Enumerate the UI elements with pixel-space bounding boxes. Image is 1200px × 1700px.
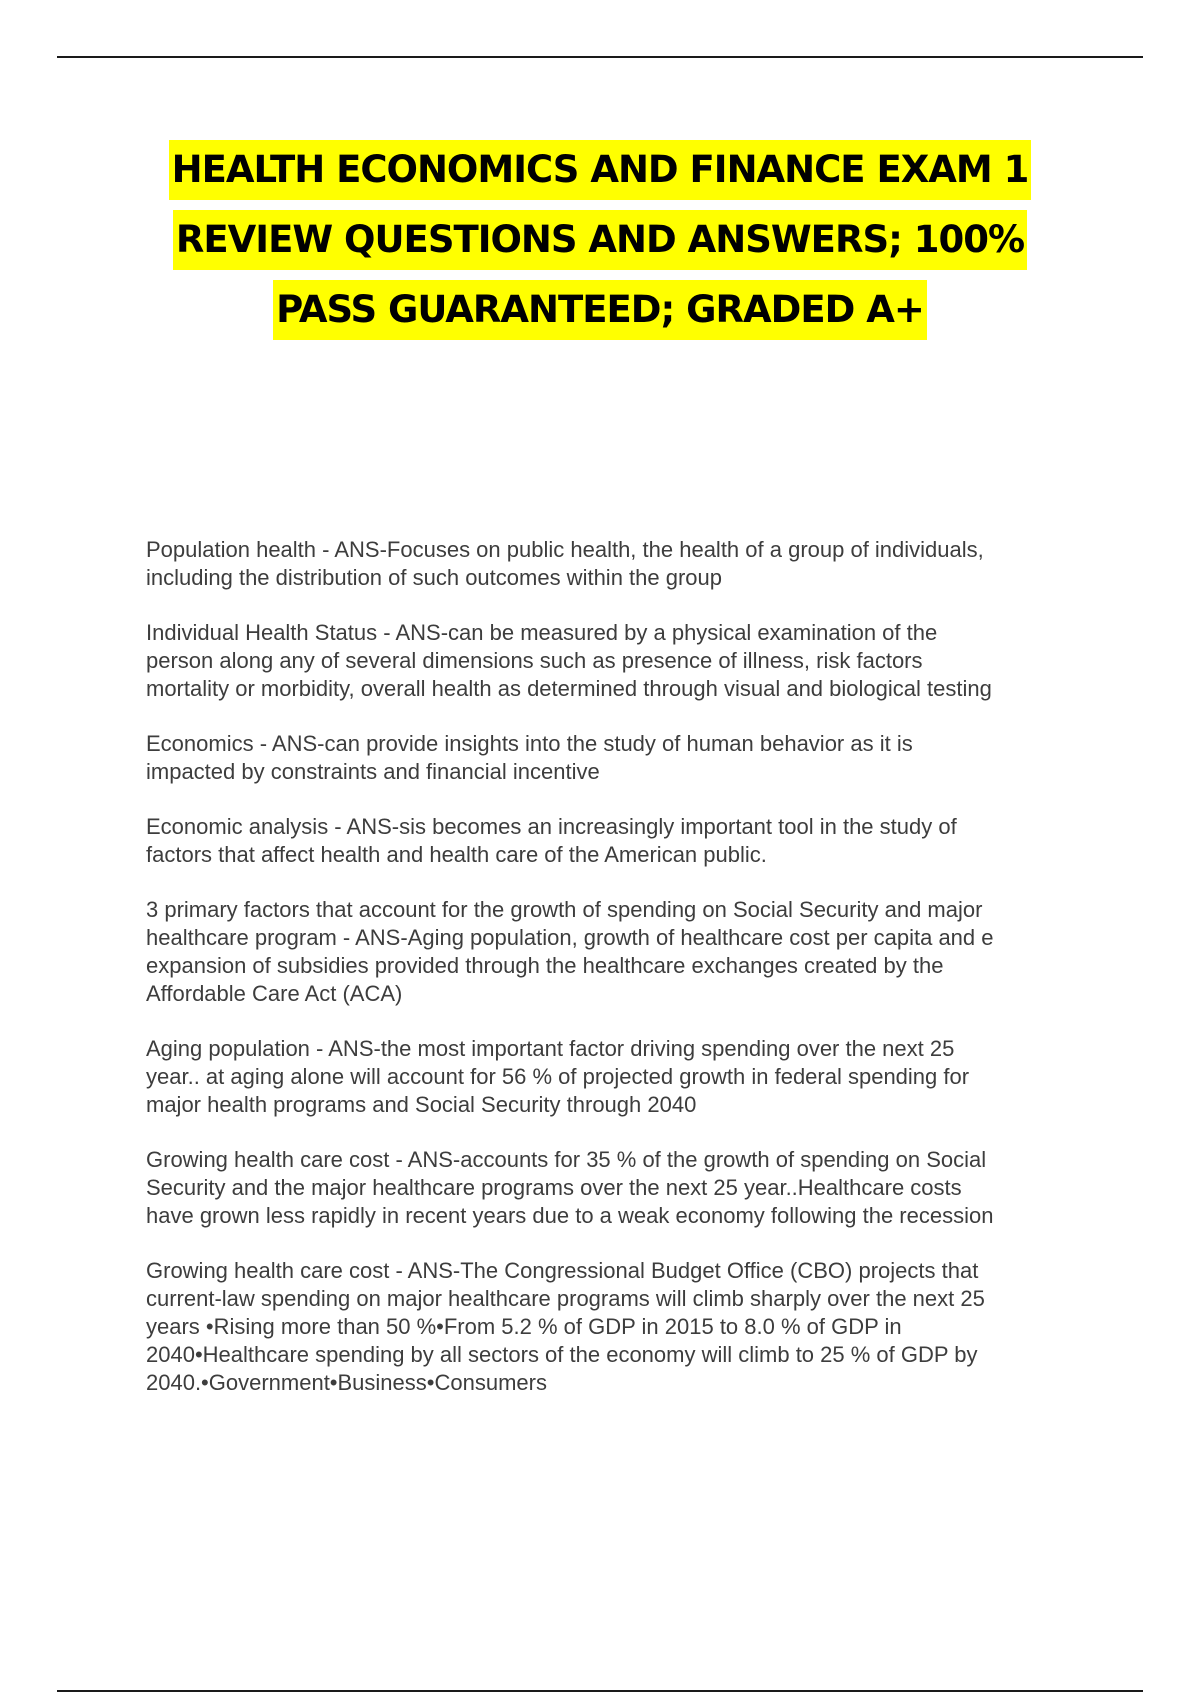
qa-text-line: 2040.•Government•Business•Consumers <box>146 1370 547 1395</box>
qa-text-line: years •Rising more than 50 %•From 5.2 % of GDP in 2015 to 8.0 % of GDP in <box>146 1314 902 1339</box>
qa-text-line: have grown less rapidly in recent years due to a weak economy following the recession <box>146 1203 994 1228</box>
qa-text-line: current-law spending on major healthcare programs will climb sharply over the next 25 <box>146 1286 985 1311</box>
bottom-divider <box>57 1690 1143 1692</box>
qa-text-line: expansion of subsidies provided through the healthcare exchanges created by the <box>146 953 944 978</box>
qa-text-line: healthcare program - ANS-Aging population, growth of healthcare cost per capita and e <box>146 925 994 950</box>
qa-text-line: person along any of several dimensions such as presence of illness, risk factors <box>146 648 923 673</box>
qa-text-line: Growing health care cost - ANS-accounts for 35 % of the growth of spending on Social <box>146 1147 987 1172</box>
qa-text-line: year.. at aging alone will account for 56 % of projected growth in federal spending for <box>146 1064 970 1089</box>
qa-item-individual-health-status <box>146 619 1146 703</box>
qa-text-line: impacted by constraints and financial incentive <box>146 759 600 784</box>
qa-item-growing-health-care-cost <box>146 1146 1146 1230</box>
qa-text-line: 2040•Healthcare spending by all sectors of the economy will climb to 25 % of GDP by <box>146 1342 978 1367</box>
qa-text-line: mortality or morbidity, overall health as determined through visual and biological testing <box>146 676 992 701</box>
qa-text-line: Growing health care cost - ANS-The Congressional Budget Office (CBO) projects that <box>146 1258 979 1283</box>
qa-text-line: major health programs and Social Security through 2040 <box>146 1092 697 1117</box>
title-line: REVIEW QUESTIONS AND ANSWERS; 100% <box>173 210 1027 270</box>
top-divider <box>57 56 1143 58</box>
qa-text-line: 3 primary factors that account for the growth of spending on Social Security and major <box>146 897 983 922</box>
qa-text-line: Individual Health Status - ANS-can be measured by a physical examination of the <box>146 620 938 645</box>
qa-text-line: factors that affect health and health care of the American public. <box>146 842 767 867</box>
qa-text-line: Security and the major healthcare programs over the next 25 year..Healthcare costs <box>146 1175 962 1200</box>
qa-text-line: Economic analysis - ANS-sis becomes an increasingly important tool in the study of <box>146 814 957 839</box>
document-title <box>100 140 1100 350</box>
qa-text-line: Population health - ANS-Focuses on public health, the health of a group of individuals, <box>146 537 984 562</box>
qa-text-line: Affordable Care Act (ACA) <box>146 981 403 1006</box>
qa-text-line: including the distribution of such outcomes within the group <box>146 565 723 590</box>
title-line: PASS GUARANTEED; GRADED A+ <box>273 280 927 340</box>
qa-text-line: Economics - ANS-can provide insights into the study of human behavior as it is <box>146 731 913 756</box>
qa-item-primary-factors <box>146 896 1146 1008</box>
qa-item-aging-population <box>146 1035 1146 1119</box>
qa-text-line: Aging population - ANS-the most important factor driving spending over the next 25 <box>146 1036 955 1061</box>
qa-item-economics <box>146 730 1146 786</box>
qa-list <box>146 536 1146 1424</box>
qa-item-population-health <box>146 536 1146 592</box>
title-line: HEALTH ECONOMICS AND FINANCE EXAM 1 <box>169 140 1032 200</box>
qa-item-growing-health-care-cost-cbo <box>146 1257 1146 1397</box>
qa-item-economic-analysis <box>146 813 1146 869</box>
